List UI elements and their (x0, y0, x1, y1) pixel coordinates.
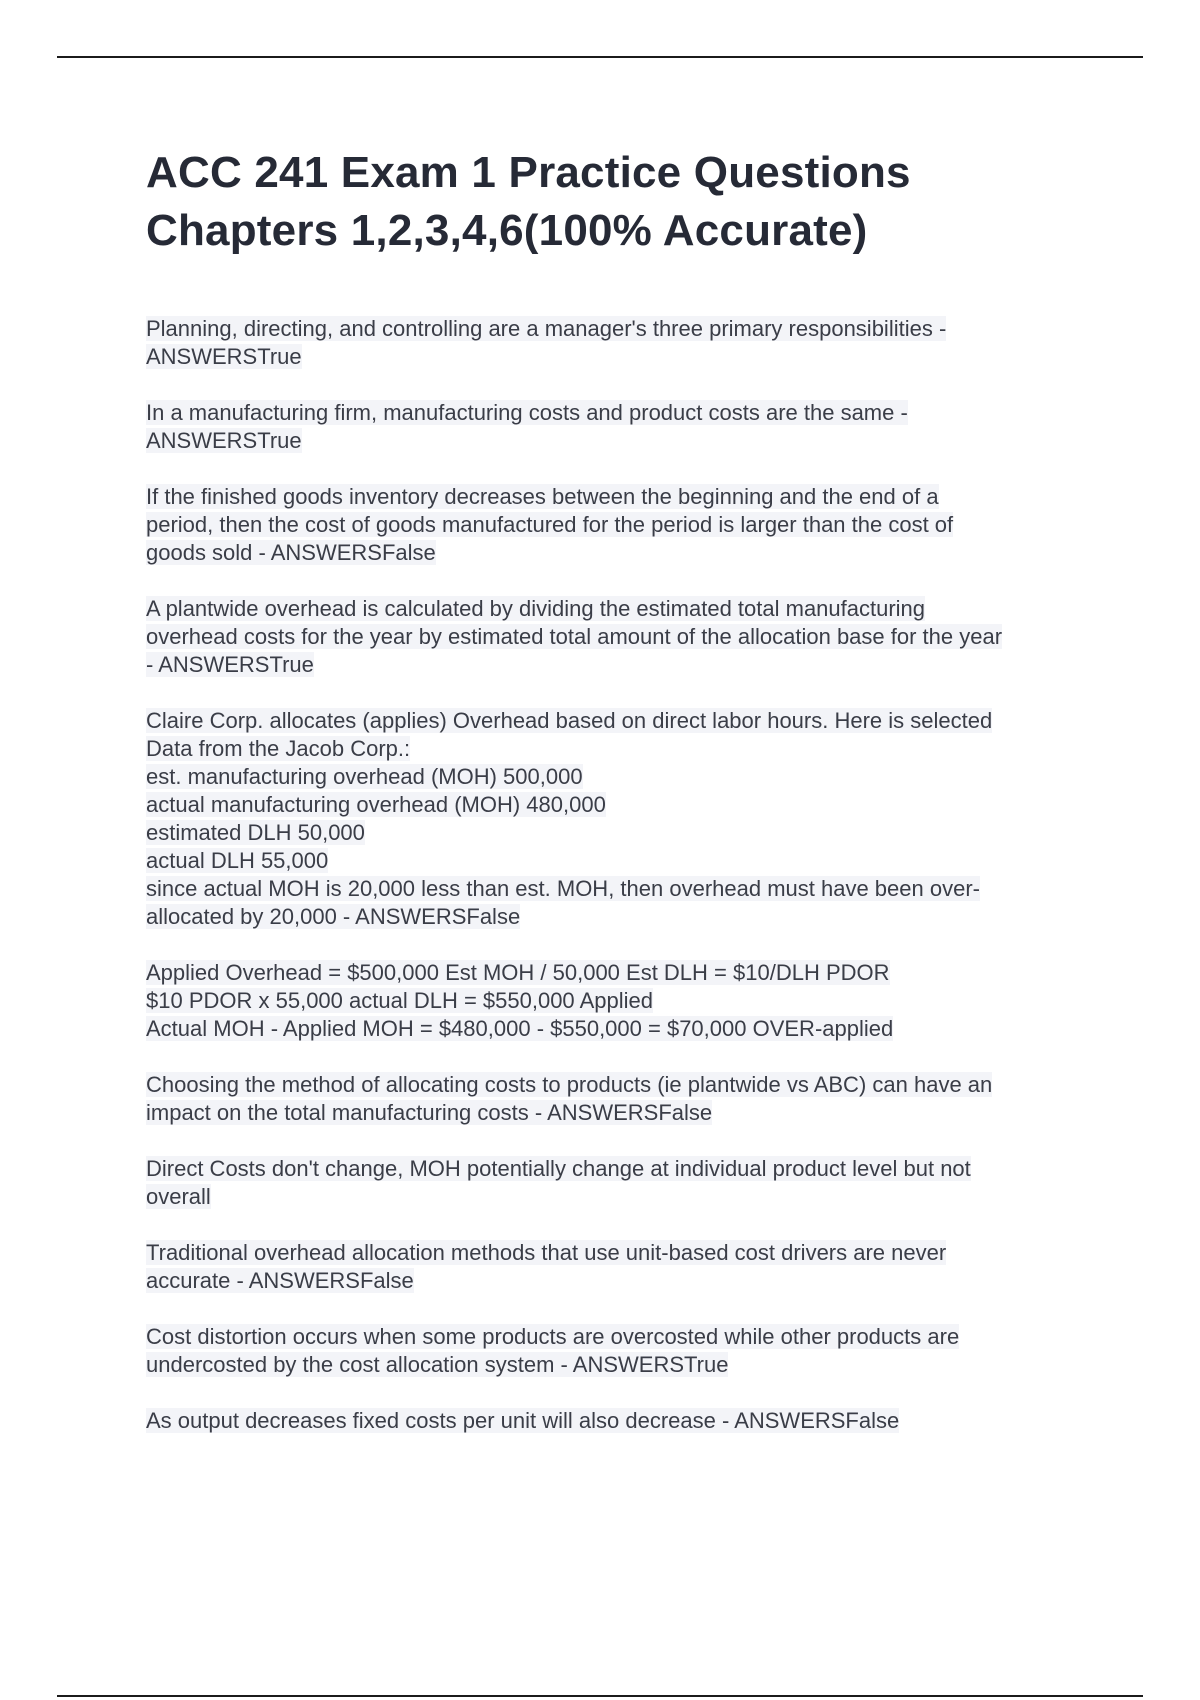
qa-text: impact on the total manufacturing costs - ANSWERSFalse (146, 1100, 713, 1125)
qa-text: overall (146, 1184, 211, 1209)
qa-text: Actual MOH - Applied MOH = $480,000 - $550,000 = $70,000 OVER-applied (146, 1016, 894, 1041)
qa-line (146, 847, 1096, 875)
qa-line (146, 427, 1096, 455)
qa-text: actual DLH 55,000 (146, 848, 329, 873)
qa-block (146, 483, 1096, 567)
page-content (146, 144, 1096, 1463)
bottom-divider (57, 1695, 1143, 1697)
qa-text: Traditional overhead allocation methods that use unit-based cost drivers are never (146, 1240, 947, 1265)
qa-text: A plantwide overhead is calculated by dividing the estimated total manufacturing (146, 596, 926, 621)
qa-block (146, 399, 1096, 455)
qa-line (146, 595, 1096, 623)
qa-text: $10 PDOR x 55,000 actual DLH = $550,000 Applied (146, 988, 653, 1013)
qa-line (146, 903, 1096, 931)
qa-line (146, 1183, 1096, 1211)
qa-line (146, 1099, 1096, 1127)
qa-line (146, 315, 1096, 343)
qa-line (146, 539, 1096, 567)
title-line-1: ACC 241 Exam 1 Practice Questions (146, 148, 911, 197)
qa-text: ANSWERSTrue (146, 428, 302, 453)
top-divider (57, 56, 1143, 58)
qa-line (146, 343, 1096, 371)
qa-block (146, 315, 1096, 371)
qa-text: Planning, directing, and controlling are a manager's three primary responsibilities - (146, 316, 947, 341)
qa-line (146, 623, 1096, 651)
qa-text: - ANSWERSTrue (146, 652, 314, 677)
qa-text: est. manufacturing overhead (MOH) 500,000 (146, 764, 583, 789)
qa-line (146, 1015, 1096, 1043)
qa-line (146, 399, 1096, 427)
qa-block (146, 595, 1096, 679)
qa-text: since actual MOH is 20,000 less than est. MOH, then overhead must have been over- (146, 876, 980, 901)
qa-block (146, 707, 1096, 931)
qa-text: Claire Corp. allocates (applies) Overhead based on direct labor hours. Here is selected (146, 708, 993, 733)
qa-text: Direct Costs don't change, MOH potentially change at individual product level but not (146, 1156, 971, 1181)
qa-line (146, 511, 1096, 539)
qa-block (146, 959, 1096, 1043)
qa-line (146, 875, 1096, 903)
qa-line (146, 987, 1096, 1015)
qa-line (146, 1407, 1096, 1435)
qa-line (146, 651, 1096, 679)
qa-block (146, 1239, 1096, 1295)
qa-text: Applied Overhead = $500,000 Est MOH / 50,000 Est DLH = $10/DLH PDOR (146, 960, 890, 985)
qa-line (146, 819, 1096, 847)
qa-text: goods sold - ANSWERSFalse (146, 540, 436, 565)
qa-line (146, 959, 1096, 987)
qa-line (146, 735, 1096, 763)
qa-block (146, 1323, 1096, 1379)
qa-line (146, 791, 1096, 819)
qa-text: undercosted by the cost allocation system - ANSWERSTrue (146, 1352, 729, 1377)
qa-text: estimated DLH 50,000 (146, 820, 365, 845)
qa-line (146, 763, 1096, 791)
qa-line (146, 483, 1096, 511)
qa-line (146, 1267, 1096, 1295)
qa-text: overhead costs for the year by estimated total amount of the allocation base for the year (146, 624, 1003, 649)
document-title (146, 144, 1096, 260)
qa-text: As output decreases fixed costs per unit will also decrease - ANSWERSFalse (146, 1408, 900, 1433)
qa-block (146, 1407, 1096, 1435)
qa-text: period, then the cost of goods manufactured for the period is larger than the cost of (146, 512, 954, 537)
qa-line (146, 1071, 1096, 1099)
qa-line (146, 1323, 1096, 1351)
qa-text: Cost distortion occurs when some products are overcosted while other products are (146, 1324, 960, 1349)
qa-text: allocated by 20,000 - ANSWERSFalse (146, 904, 521, 929)
qa-text: If the finished goods inventory decreases between the beginning and the end of a (146, 484, 939, 509)
qa-line (146, 1351, 1096, 1379)
qa-text: Data from the Jacob Corp.: (146, 736, 411, 761)
qa-line (146, 707, 1096, 735)
qa-line (146, 1155, 1096, 1183)
qa-text: ANSWERSTrue (146, 344, 302, 369)
qa-text: accurate - ANSWERSFalse (146, 1268, 414, 1293)
qa-text: actual manufacturing overhead (MOH) 480,000 (146, 792, 606, 817)
qa-text: Choosing the method of allocating costs to products (ie plantwide vs ABC) can have an (146, 1072, 993, 1097)
qa-block (146, 1071, 1096, 1127)
question-answer-list (146, 315, 1096, 1435)
title-line-2: Chapters 1,2,3,4,6(100% Accurate) (146, 206, 868, 255)
qa-text: In a manufacturing firm, manufacturing costs and product costs are the same - (146, 400, 908, 425)
qa-block (146, 1155, 1096, 1211)
qa-line (146, 1239, 1096, 1267)
